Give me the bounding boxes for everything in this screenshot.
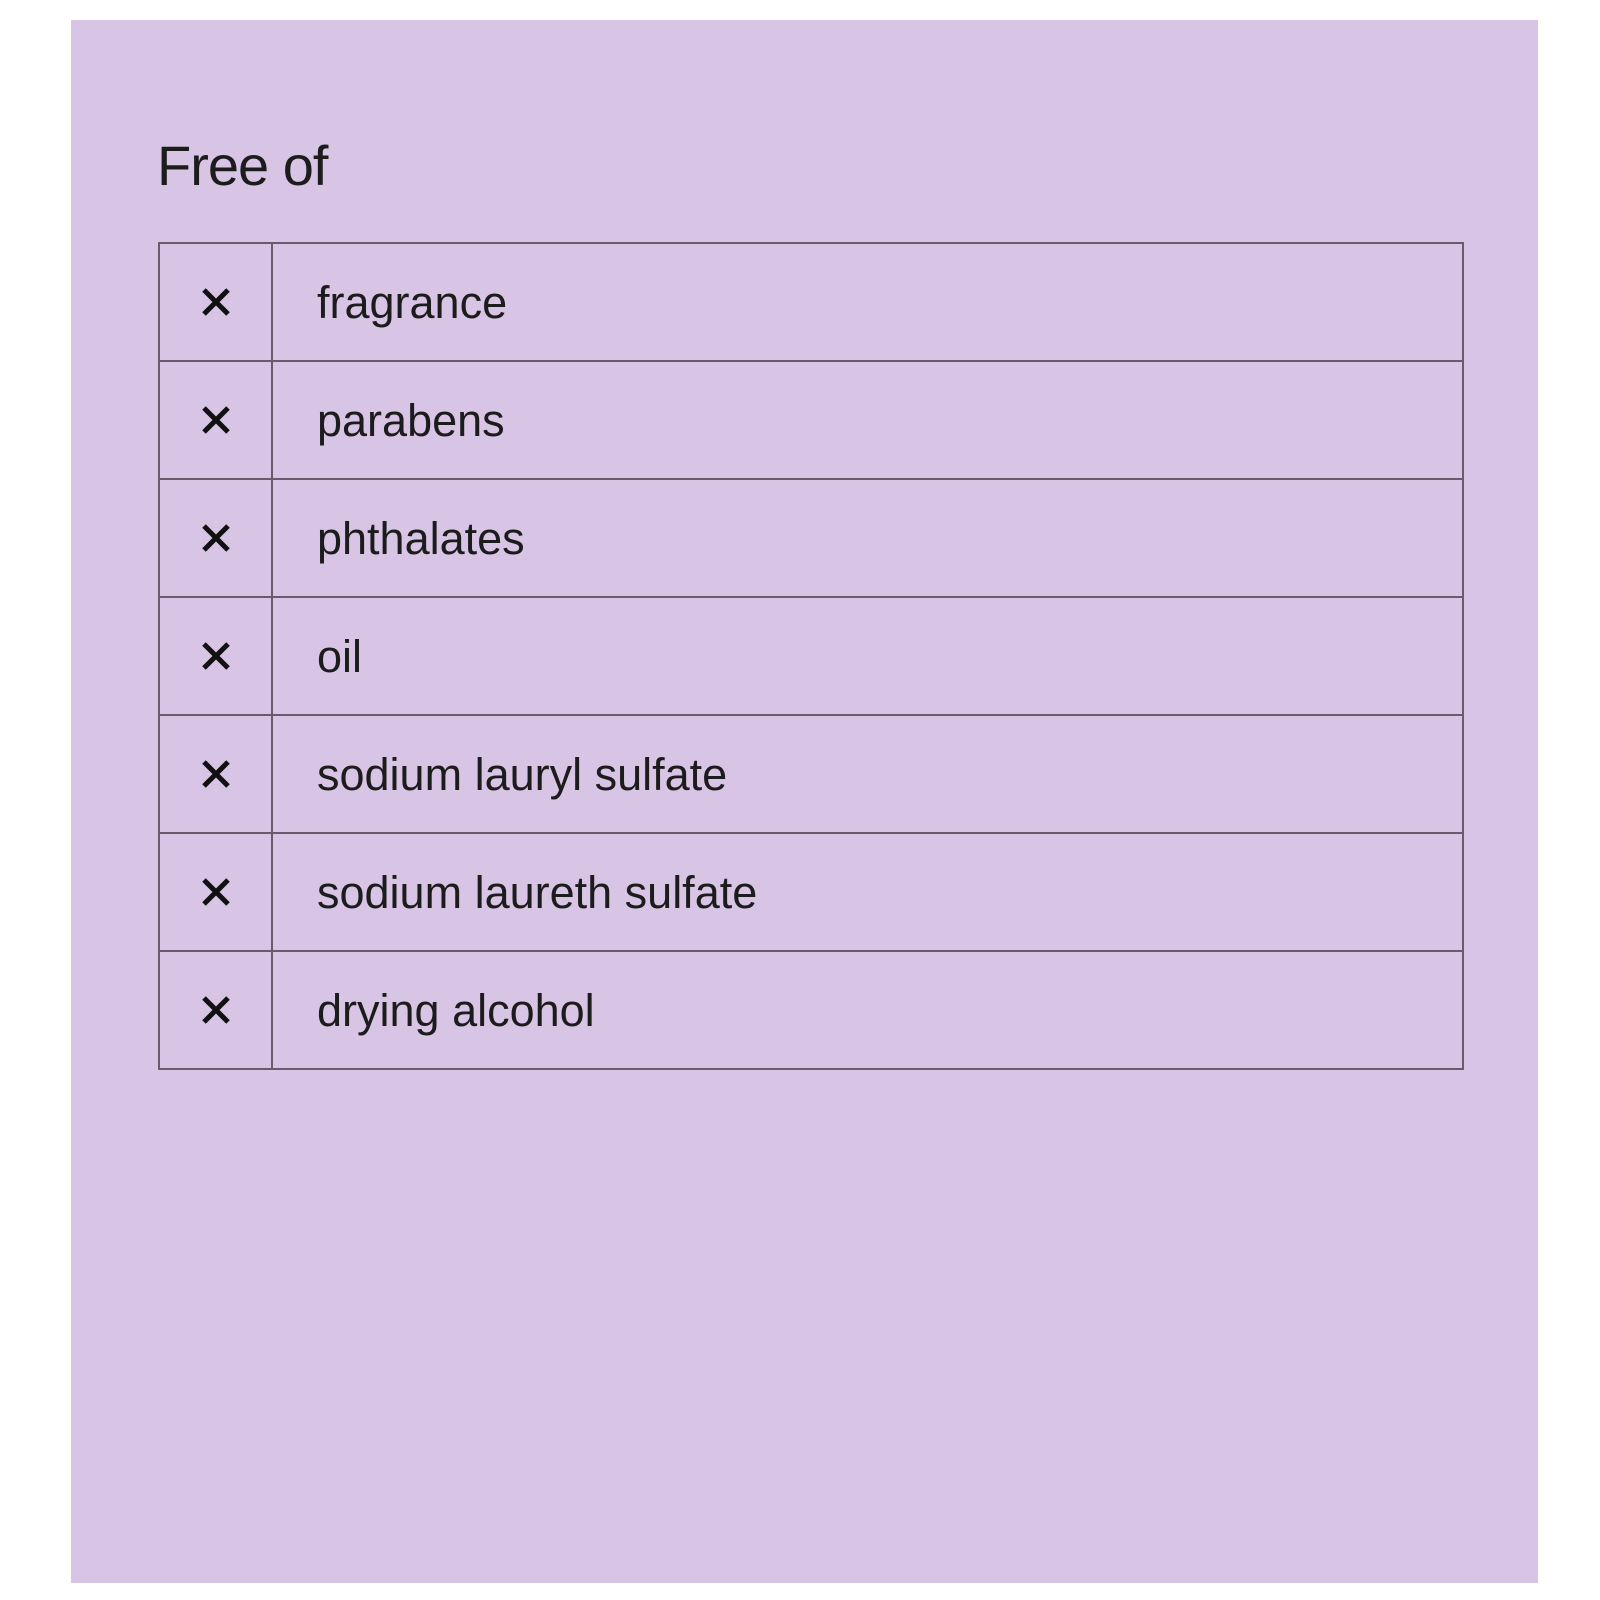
ingredient-label: drying alcohol xyxy=(272,951,1463,1069)
mark-cell xyxy=(159,479,272,597)
mark-cell xyxy=(159,243,272,361)
ingredient-label: oil xyxy=(272,597,1463,715)
mark-cell xyxy=(159,597,272,715)
ingredient-label: sodium laureth sulfate xyxy=(272,833,1463,951)
table-row xyxy=(159,833,1463,951)
ingredient-label: phthalates xyxy=(272,479,1463,597)
x-mark-icon xyxy=(199,875,233,909)
free-of-heading: Free of xyxy=(157,134,328,197)
table-row xyxy=(159,715,1463,833)
table-row xyxy=(159,243,1463,361)
x-mark-icon xyxy=(199,639,233,673)
mark-cell xyxy=(159,361,272,479)
ingredient-label: fragrance xyxy=(272,243,1463,361)
ingredient-label: parabens xyxy=(272,361,1463,479)
x-mark-icon xyxy=(199,403,233,437)
free-of-table xyxy=(158,242,1464,1070)
table-row xyxy=(159,951,1463,1069)
table-row xyxy=(159,361,1463,479)
mark-cell xyxy=(159,951,272,1069)
ingredient-label: sodium lauryl sulfate xyxy=(272,715,1463,833)
x-mark-icon xyxy=(199,521,233,555)
mark-cell xyxy=(159,715,272,833)
x-mark-icon xyxy=(199,285,233,319)
mark-cell xyxy=(159,833,272,951)
x-mark-icon xyxy=(199,993,233,1027)
x-mark-icon xyxy=(199,757,233,791)
table-row xyxy=(159,597,1463,715)
table-row xyxy=(159,479,1463,597)
free-of-panel xyxy=(71,20,1538,1583)
